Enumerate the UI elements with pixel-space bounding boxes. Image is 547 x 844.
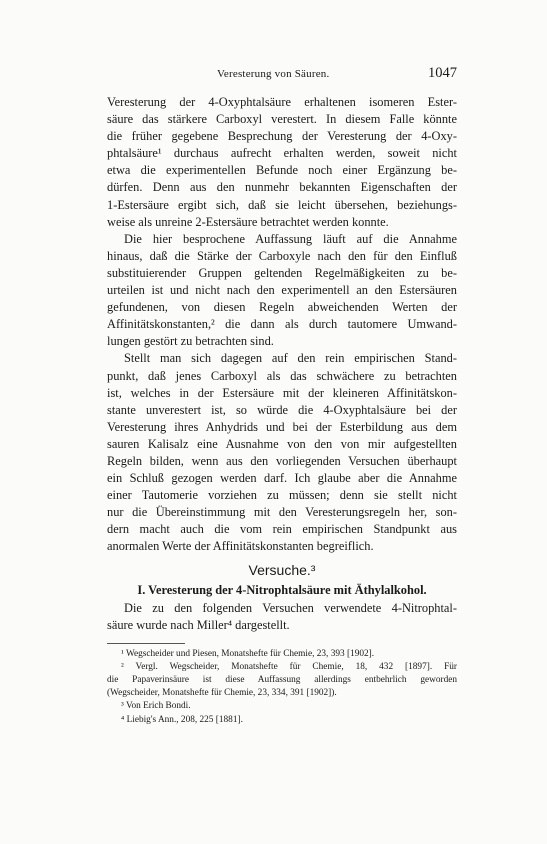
text-line: dern macht auch die vom rein empirischen Standpunkt aus <box>107 522 457 537</box>
text-line: substituierender Gruppen geltenden Regelmäßigkeiten zu be- <box>107 265 457 280</box>
paragraph-2 <box>107 231 457 351</box>
page-header <box>107 65 457 84</box>
text-line: 1-Estersäure ergibt sich, daß sie leicht übersehen, beziehungs- <box>107 197 457 212</box>
text-line: sauren Kalisalz eine Ausnahme von den von mir aufgestellten <box>107 436 457 451</box>
text-line: weise als unreine 2-Estersäure betrachtet werden konnte. <box>107 214 389 229</box>
page-number: 1047 <box>428 65 457 81</box>
text-line: Veresterung der 4-Oxyphtalsäure erhaltenen isomeren Ester- <box>107 95 457 109</box>
text-line: hinaus, daß die Stärke der Carboxyle nach den für den Einfluß <box>107 248 457 263</box>
subsection-heading: I. Veresterung der 4-Nitrophtalsäure mit Äthylalkohol. <box>137 582 427 597</box>
paragraph-4 <box>107 600 457 634</box>
text-line: Die zu den folgenden Versuchen verwendete 4-Nitrophtal- <box>124 600 457 615</box>
text-line: Stellt man sich dagegen auf den rein empirischen Stand- <box>124 351 457 366</box>
text-line: nur die Übereinstimmung mit den Veresterungsregeln her, son- <box>107 505 457 520</box>
paragraph-3 <box>107 350 457 555</box>
text-line: phtalsäure¹ durchaus aufrecht erhalten werden, soweit nicht <box>107 146 457 161</box>
text-line: stante unverestert ist, so würde die 4-Oxyphtalsäure bei der <box>107 402 457 417</box>
footnote-4: ⁴ Liebig's Ann., 208, 225 [1881]. <box>121 714 243 725</box>
text-line: die früher gegebene Besprechung der Veresterung der 4-Oxy- <box>107 129 457 144</box>
text-line: ist, welches in der Estersäure mit der kleineren Affinitätskon- <box>107 385 457 400</box>
text-line: einer Tautomerie vorziehen zu müssen; denn sie stellt nicht <box>107 488 457 503</box>
text-line: Die hier besprochene Auffassung läuft auf die Annahme <box>124 231 457 246</box>
text-line: dürfen. Denn aus den nunmehr bekannten Eigenschaften der <box>107 180 457 195</box>
section-heading: Versuche.³ <box>248 561 316 578</box>
footnote-rule <box>107 643 185 644</box>
text-line: lungen gestört zu betrachten sind. <box>107 334 274 349</box>
text-line: ein Schluß gezogen werden darf. Ich glaube aber die Annahme <box>107 471 457 486</box>
text-line: punkt, daß jenes Carboxyl als das schwächere zu betrachten <box>107 368 457 383</box>
footnote-2-cont: die Papaverinsäure ist diese Auffassung allerdings entbehrlich geworden <box>107 675 457 686</box>
text-line: etwa die experimentellen Befunde noch einer Ergänzung be- <box>107 163 457 178</box>
text-line: Veresterung ihres Anhydrids und bei der Esterbildung aus dem <box>107 419 457 434</box>
text-line: Affinitätskonstanten,² die dann als durch tautomere Umwand- <box>107 317 457 332</box>
footnote-2-cont: (Wegscheider, Monatshefte für Chemie, 23, 334, 391 [1902]). <box>107 688 337 699</box>
running-title: Veresterung von Säuren. <box>217 68 330 80</box>
text-line: urteilen ist und nicht nach den experimentell an den Estersäuren <box>107 283 457 298</box>
text-line: anormalen Werte der Affinitätskonstanten begreiflich. <box>107 539 374 554</box>
footnote-2: ² Vergl. Wegscheider, Monatshefte für Chemie, 18, 432 [1897]. Für <box>121 661 457 672</box>
body-text <box>107 94 457 727</box>
text-line: gefundenen, von diesen Regeln abweichenden Werten der <box>107 300 457 315</box>
footnotes <box>107 648 457 727</box>
text-line: Regeln bilden, wenn aus den vorliegenden Versuchen überhaupt <box>107 453 457 468</box>
text-line: säure das stärkere Carboxyl verestert. In diesem Falle könnte <box>107 112 457 127</box>
footnote-1: ¹ Wegscheider und Piesen, Monatshefte für Chemie, 23, 393 [1902]. <box>121 648 375 659</box>
text-line: säure wurde nach Miller⁴ dargestellt. <box>107 617 290 632</box>
footnote-3: ³ Von Erich Bondi. <box>121 701 191 712</box>
paragraph-1 <box>107 94 457 231</box>
